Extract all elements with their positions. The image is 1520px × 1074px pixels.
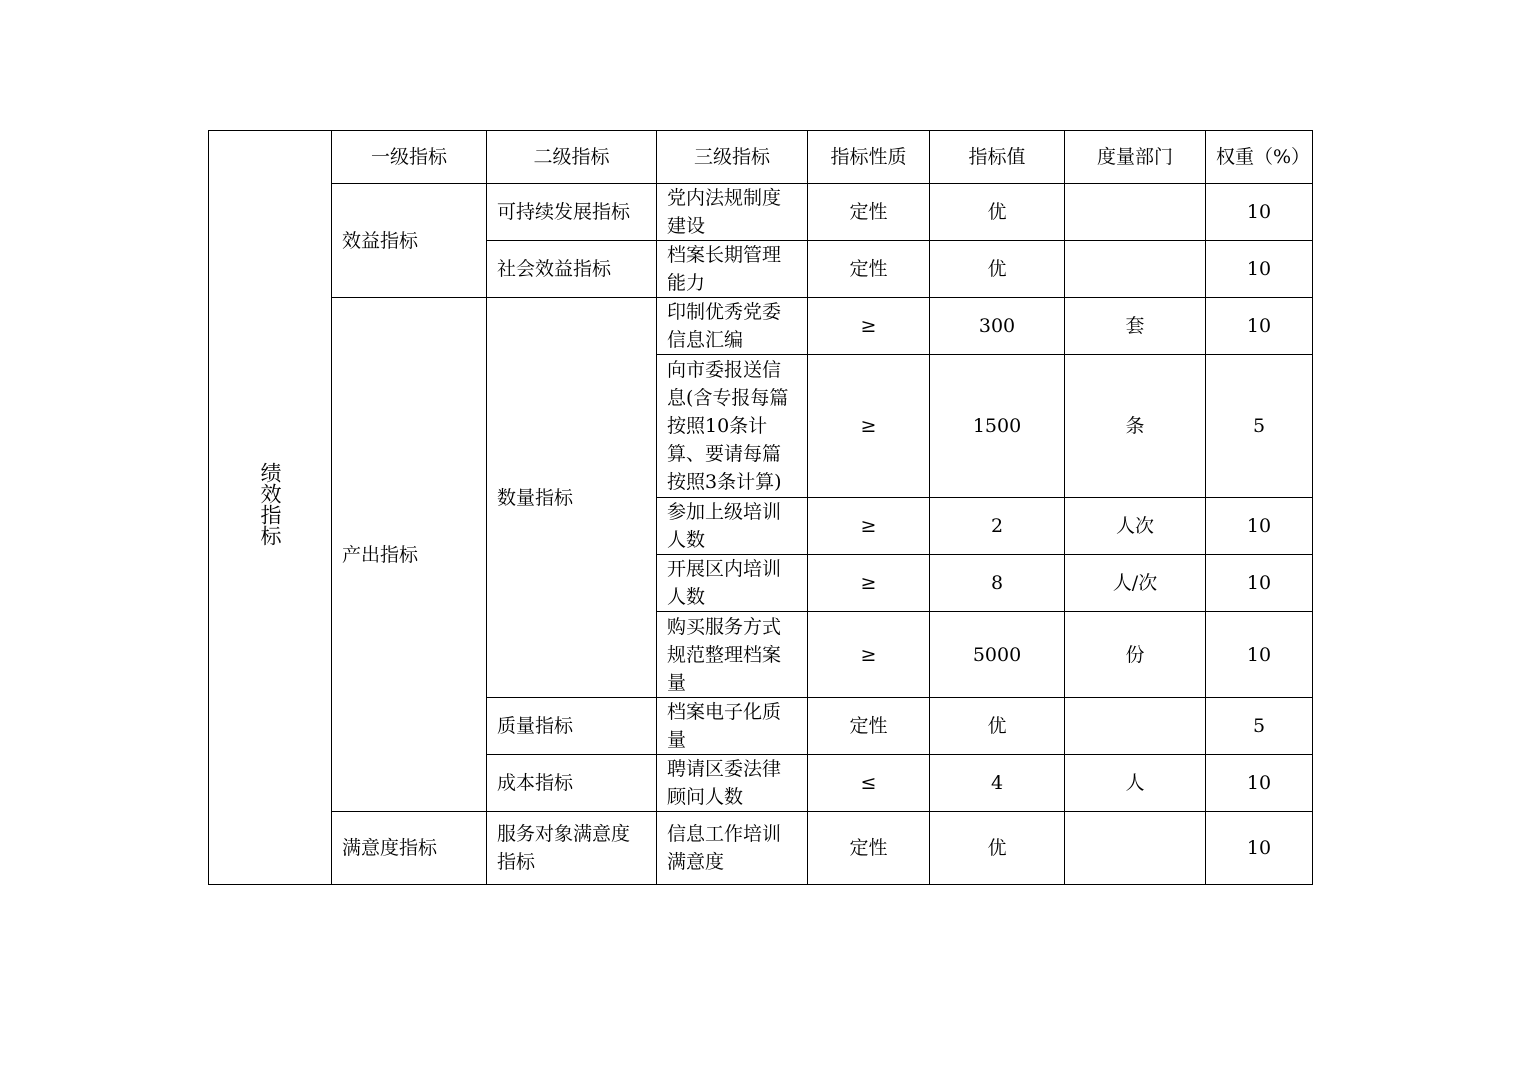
header-level2: 二级指标 — [487, 131, 657, 184]
value-cell: 优 — [930, 698, 1065, 755]
group-satisfaction: 满意度指标 — [332, 812, 487, 885]
weight-cell: 5 — [1206, 698, 1313, 755]
level3-cell: 购买服务方式规范整理档案量 — [657, 612, 808, 698]
subgroup-social: 社会效益指标 — [487, 241, 657, 298]
unit-cell: 人/次 — [1065, 555, 1206, 612]
nature-cell: 定性 — [808, 184, 930, 241]
value-cell: 300 — [930, 298, 1065, 355]
weight-cell: 5 — [1206, 355, 1313, 498]
nature-cell: 定性 — [808, 812, 930, 885]
header-unit: 度量部门 — [1065, 131, 1206, 184]
unit-cell — [1065, 184, 1206, 241]
weight-cell: 10 — [1206, 184, 1313, 241]
nature-cell: ≥ — [808, 498, 930, 555]
header-nature: 指标性质 — [808, 131, 930, 184]
level3-cell: 参加上级培训人数 — [657, 498, 808, 555]
table-row — [209, 812, 1313, 885]
value-cell: 5000 — [930, 612, 1065, 698]
weight-cell: 10 — [1206, 812, 1313, 885]
value-cell: 4 — [930, 755, 1065, 812]
level3-cell: 开展区内培训人数 — [657, 555, 808, 612]
nature-cell: 定性 — [808, 241, 930, 298]
side-label-cell — [209, 131, 332, 885]
weight-cell: 10 — [1206, 298, 1313, 355]
nature-cell: ≥ — [808, 555, 930, 612]
subgroup-sustainable: 可持续发展指标 — [487, 184, 657, 241]
nature-cell: ≥ — [808, 355, 930, 498]
value-cell: 1500 — [930, 355, 1065, 498]
performance-indicator-table — [208, 130, 1313, 885]
header-value: 指标值 — [930, 131, 1065, 184]
level3-cell: 档案电子化质量 — [657, 698, 808, 755]
side-label: 绩效指标 — [258, 461, 282, 546]
table-row — [209, 184, 1313, 241]
level3-cell: 党内法规制度建设 — [657, 184, 808, 241]
value-cell: 优 — [930, 241, 1065, 298]
group-benefit: 效益指标 — [332, 184, 487, 298]
weight-cell: 10 — [1206, 755, 1313, 812]
level3-cell: 向市委报送信息(含专报每篇按照10条计算、要请每篇按照3条计算) — [657, 355, 808, 498]
header-level1: 一级指标 — [332, 131, 487, 184]
weight-cell: 10 — [1206, 555, 1313, 612]
header-weight: 权重（%） — [1206, 131, 1313, 184]
value-cell: 优 — [930, 184, 1065, 241]
unit-cell: 人次 — [1065, 498, 1206, 555]
nature-cell: ≥ — [808, 612, 930, 698]
group-output: 产出指标 — [332, 298, 487, 812]
header-level3: 三级指标 — [657, 131, 808, 184]
unit-cell: 条 — [1065, 355, 1206, 498]
subgroup-quality: 质量指标 — [487, 698, 657, 755]
header-row — [209, 131, 1313, 184]
nature-cell: ≥ — [808, 298, 930, 355]
unit-cell: 人 — [1065, 755, 1206, 812]
weight-cell: 10 — [1206, 498, 1313, 555]
unit-cell: 份 — [1065, 612, 1206, 698]
weight-cell: 10 — [1206, 612, 1313, 698]
level3-cell: 聘请区委法律顾问人数 — [657, 755, 808, 812]
level3-cell: 信息工作培训满意度 — [657, 812, 808, 885]
level3-cell: 印制优秀党委信息汇编 — [657, 298, 808, 355]
subgroup-cost: 成本指标 — [487, 755, 657, 812]
weight-cell: 10 — [1206, 241, 1313, 298]
subgroup-service: 服务对象满意度指标 — [487, 812, 657, 885]
unit-cell — [1065, 812, 1206, 885]
subgroup-quantity: 数量指标 — [487, 298, 657, 698]
value-cell: 8 — [930, 555, 1065, 612]
unit-cell — [1065, 698, 1206, 755]
value-cell: 优 — [930, 812, 1065, 885]
table-row — [209, 298, 1313, 355]
unit-cell — [1065, 241, 1206, 298]
nature-cell: 定性 — [808, 698, 930, 755]
unit-cell: 套 — [1065, 298, 1206, 355]
nature-cell: ≤ — [808, 755, 930, 812]
value-cell: 2 — [930, 498, 1065, 555]
level3-cell: 档案长期管理能力 — [657, 241, 808, 298]
